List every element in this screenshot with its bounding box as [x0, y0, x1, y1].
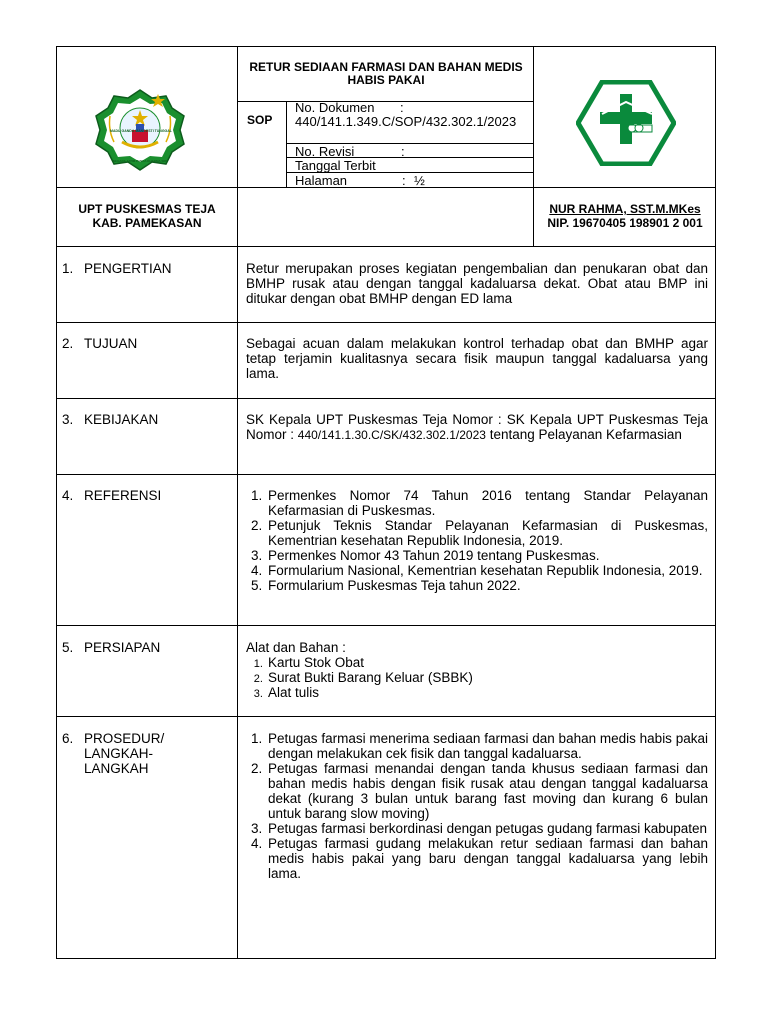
border-left — [56, 46, 57, 958]
persiapan-intro: Alat dan Bahan : — [246, 640, 346, 655]
section-number: 3. — [62, 412, 74, 427]
section-number: 1. — [62, 261, 74, 276]
sop-label: SOP — [247, 113, 273, 127]
meta-sep: : — [402, 173, 406, 188]
emblem-motto: MADU GANDA MANGESTI TUNGGAL — [110, 129, 172, 133]
row-divider-2 — [56, 398, 716, 399]
list-item: 1. Petugas farmasi menerima sediaan farmasi dan bahan medis habis pakai dengan melakukan cek fisik dan tanggal kadaluarsa. — [266, 731, 708, 761]
column-divider — [237, 46, 238, 958]
section-number: 2. — [62, 336, 74, 351]
section-number: 5. — [62, 640, 74, 655]
meta-label: Tanggal Terbit — [295, 158, 376, 173]
pengertian-text: Retur merupakan proses kegiatan pengembalian dan penukaran obat dan BMHP rusak atau dengan tanggal kadaluarsa dekat. Obat atau BMP ini ditukar dengan obat BMHP dengan ED lama — [246, 261, 708, 306]
meta-no-revisi — [295, 144, 531, 159]
meta-document-number: 440/141.1.349.C/SOP/432.302.1/2023 — [295, 114, 517, 129]
list-item: 2. Petunjuk Teknis Standar Pelayanan Kefarmasian di Puskesmas, Kementrian kesehatan Republik Indonesia, 2019. — [266, 518, 708, 548]
institution-line-1: UPT PUSKESMAS TEJA — [78, 202, 216, 216]
border-right — [715, 46, 716, 958]
list-item: 2. Surat Bukti Barang Keluar (SBBK) — [266, 670, 708, 685]
list-item: 3. Petugas farmasi berkordinasi dengan petugas gudang farmasi kabupaten — [266, 821, 708, 836]
signer-block — [536, 202, 714, 230]
row-divider-1 — [56, 322, 716, 323]
section-title: REFERENSI — [84, 488, 162, 503]
section-title: PENGERTIAN — [84, 261, 172, 276]
signer-nip: NIP. 19670405 198901 2 001 — [547, 216, 703, 230]
header-bottom-divider — [56, 246, 716, 247]
institution-line-2: KAB. PAMEKASAN — [92, 216, 202, 230]
section-number: 4. — [62, 488, 74, 503]
row-divider-4 — [56, 625, 716, 626]
kebijakan-sk-number: 440/141.1.30.C/SK/432.302.1/2023 — [297, 428, 486, 442]
border-top — [56, 46, 716, 47]
meta-label: No. Revisi — [295, 144, 355, 159]
section-title: TUJUAN — [84, 336, 138, 351]
sop-divider — [286, 101, 287, 187]
section-title: KEBIJAKAN — [84, 412, 159, 427]
row-divider-5 — [56, 716, 716, 717]
section-label-prosedur — [62, 731, 165, 776]
list-item: 1. Permenkes Nomor 74 Tahun 2016 tentang Standar Pelayanan Kefarmasian di Puskesmas. — [266, 488, 708, 518]
section-title: PERSIAPAN — [84, 640, 161, 655]
document-title: RETUR SEDIAAN FARMASI DAN BAHAN MEDIS HABIS PAKAI — [249, 60, 523, 87]
section-label-persiapan — [62, 640, 161, 655]
puskesmas-logo — [576, 80, 676, 166]
section-label-pengertian — [62, 261, 172, 276]
persiapan-content — [246, 640, 708, 700]
section-title-line: PROSEDUR/ — [84, 731, 165, 746]
section-label-tujuan — [62, 336, 138, 351]
meta-label: No. Dokumen — [295, 100, 375, 115]
meta-halaman — [295, 173, 531, 188]
signer-name: NUR RAHMA, SST.M.MKes — [549, 202, 701, 216]
border-bottom — [56, 958, 716, 959]
kebijakan-text-a: SK Kepala UPT Puskesmas Teja Nomor : SK Kepala UPT Puskesmas Teja Nomor : — [246, 412, 708, 442]
meta-value: ½ — [414, 173, 425, 188]
meta-sep: : — [400, 100, 404, 115]
list-item: 5. Formularium Puskesmas Teja tahun 2022. — [266, 578, 708, 593]
list-item: 4. Petugas farmasi gudang melakukan retur sediaan farmasi dan bahan medis habis pakai yang baru dengan tanggal kadaluarsa yang lebih lama. — [266, 836, 708, 881]
list-item: 3. Alat tulis — [266, 685, 708, 700]
emblem-subtitle: NEGARA JATIM PANCA DHARMA SIRI — [112, 159, 168, 163]
section-title — [84, 731, 164, 776]
row-divider-3 — [56, 474, 716, 475]
prosedur-list — [246, 731, 708, 881]
section-number: 6. — [62, 731, 74, 746]
section-title-line: LANGKAH — [84, 761, 149, 776]
header-right-divider — [533, 46, 534, 246]
institution-name — [58, 202, 236, 230]
referensi-list — [246, 488, 708, 593]
meta-sep: : — [401, 144, 405, 159]
list-item: 2. Petugas farmasi menandai dengan tanda khusus sediaan farmasi dan bahan medis habis dengan fisik rusak atau dengan tanggal kadaluarsa dekat (kurang 3 bulan untuk barang fast moving dan kurang 6 bulan untuk barang slow moving) — [266, 761, 708, 821]
section-label-kebijakan — [62, 412, 159, 427]
section-label-referensi — [62, 488, 162, 503]
meta-label: Halaman — [295, 173, 348, 188]
list-item: 1. Kartu Stok Obat — [266, 655, 708, 670]
list-item: 4. Formularium Nasional, Kementrian kesehatan Republik Indonesia, 2019. — [266, 563, 708, 578]
meta-no-dokumen — [295, 100, 531, 115]
kebijakan-text-c: tentang Pelayanan Kefarmasian — [489, 427, 682, 442]
regency-emblem-logo — [92, 86, 188, 172]
meta-tanggal-terbit — [295, 158, 531, 173]
section-title-line: LANGKAH- — [84, 746, 154, 761]
list-item: 3. Permenkes Nomor 43 Tahun 2019 tentang Puskesmas. — [266, 548, 708, 563]
kebijakan-text — [246, 412, 708, 443]
tujuan-text: Sebagai acuan dalam melakukan kontrol terhadap obat dan BMHP agar tetap terjamin kualitasnya secara fisik maupun tanggal kadaluarsa yang lama. — [246, 336, 708, 381]
